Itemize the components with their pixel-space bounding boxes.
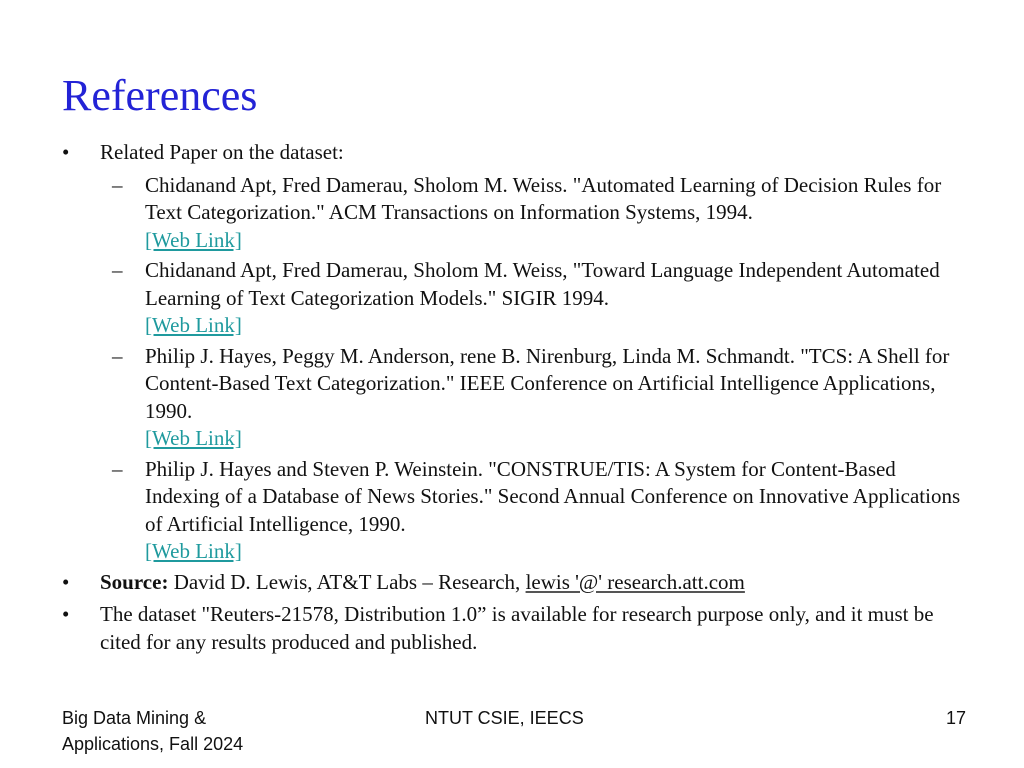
source-label: Source: [100,569,169,594]
paper-citation: Philip J. Hayes, Peggy M. Anderson, rene B. Nirenburg, Linda M. Schmandt. "TCS: A Shell for Content-Based Text Categorization." IEEE Conference on Artificial Intelligence Applications, 1990. [145,343,950,423]
bullet-text: The dataset "Reuters-21578, Distribution 1.0” is available for research purpose only, and it must be cited for any results produced and published. [100,602,934,654]
source-text: David D. Lewis, AT&T Labs – Research, [168,569,526,594]
bullet-text: Related Paper on the dataset: [100,140,344,164]
bullet-icon: • [62,569,70,594]
footer-course: Big Data Mining & Applications, Fall 2024 [62,708,244,754]
paper-citation: Philip J. Hayes and Steven P. Weinstein. "CONSTRUE/TIS: A System for Content-Based Indexing of a Database of News Stories." Second Annual Conference on Innovative Applications of Artificial Intelligence, 1990. [145,456,961,536]
footer-institution: NTUT CSIE, IEECS [425,708,584,728]
footer-page-number: 17 [945,708,966,728]
paper-citation: Chidanand Apt, Fred Damerau, Sholom M. Weiss, "Toward Language Independent Automated Learning of Text Categorization Models." SIGIR 1994. [145,258,940,310]
paper-item [62,343,962,453]
paper-item [62,172,962,255]
web-link[interactable]: [Web Link] [145,426,242,450]
bullet-source [62,569,962,597]
bullet-dataset-notice [62,601,962,656]
web-link[interactable]: [Web Link] [145,313,242,337]
dash-icon: – [112,172,123,197]
paper-citation: Chidanand Apt, Fred Damerau, Sholom M. Weiss. "Automated Learning of Decision Rules for Text Categorization." ACM Transactions on Information Systems, 1994. [145,172,942,224]
bullet-icon: • [62,602,70,626]
web-link[interactable]: [Web Link] [145,227,242,252]
dash-icon: – [112,343,123,368]
web-link[interactable]: [Web Link] [145,539,242,563]
bullet-related-paper [62,139,962,167]
bullet-icon: • [62,140,70,164]
dash-icon: – [112,258,123,282]
paper-item [62,456,962,566]
slide-title: References [62,71,258,120]
dash-icon: – [112,456,123,481]
email-link[interactable]: lewis '@' research.att.com [525,569,745,594]
paper-item [62,257,962,340]
slide-content [62,139,962,661]
